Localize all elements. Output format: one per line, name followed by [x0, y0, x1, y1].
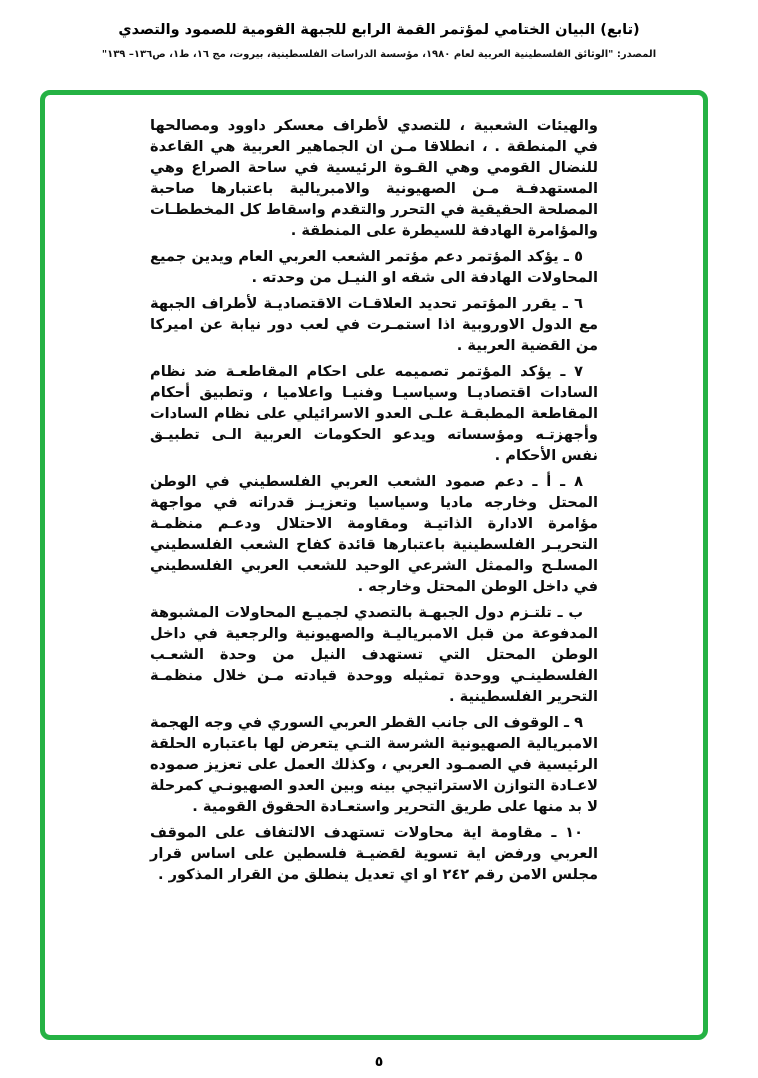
page-number: ٥ — [374, 1054, 384, 1070]
green-border-frame — [40, 90, 708, 1040]
paragraph-item-10: ١٠ ـ مقاومة اية محاولات تستهدف الالتفاف على الموقف العربي ورفض اية تسوية لقضيـة فلسطين على اساس قرار مجلس الامن رقم ٢٤٢ او اي تعديل ينطلق من القرار المذكور . — [150, 824, 598, 883]
paragraph-item-8a: ٨ ـ أ ـ دعم صمود الشعب العربي الفلسطيني في الوطن المحتل وخارجه ماديا وسياسيا وتعزيـز قدراته في مواجهة مؤامرة الادارة الذاتيـة ومقاومة الاحتلال ودعـم منظمـة التحريـر الفلسطينية باعتبارها قائدة كفاح الشعب الفلسطيني المسلـح والممثل الشرعي الوحيد للشعب العربي الفلسطيني في داخل الوطن المحتل وخارجه . — [150, 473, 598, 595]
document-title: (تابع) البيان الختامي لمؤتمر القمة الرابع للجبهة القومية للصمود والتصدي — [118, 22, 640, 38]
paragraph-item-8b: ب ـ تلتـزم دول الجبهـة بالتصدي لجميـع المحاولات المشبوهة المدفوعة من قبل الامبرياليـة والصهيونية والرجعية في داخل الوطن المحتل التي تستهدف النيل من وحدة الشعـب الفلسطينـي ووحدة تمثيله ووحدة قيادته مـن خلال منظمـة التحرير الفلسطينية . — [150, 604, 598, 705]
document-body — [150, 95, 598, 885]
paragraph-item-7: ٧ ـ يؤكد المؤتمر تصميمه على احكام المقاطعـة ضد نظام السادات اقتصاديـا وسياسيـا وفنيـا واعلاميا ، وتطبيق أحكام المقاطعة المطبقـة علـى العدو الاسرائيلي على نظام السادات وأجهزتـه ومؤسساته ويدعو الحكومات العربية الـى تطبيـق نفس الأحكام . — [150, 363, 598, 464]
paragraph-item-6: ٦ ـ يقرر المؤتمر تحديد العلاقـات الاقتصاديـة لأطراف الجبهة مع الدول الاوروبية اذا استمـرت في لعب دور نيابة عن اميركا من القضية العربية . — [150, 295, 598, 354]
paragraph-item-9: ٩ ـ الوقوف الى جانب القطر العربي السوري في وجه الهجمة الامبريالية الصهيونية الشرسة التـي يتعرض لها باعتباره الحلقة الرئيسية في الصمـود العربي ، وكذلك العمل على تعزيز صموده لاعـادة التوازن الاستراتيجي بينه وبين العدو الصهيونـي كمرحلة لا بد منها على طريق التحرير واستعـادة الحقوق القومية . — [150, 714, 598, 815]
page-header — [0, 0, 758, 60]
paragraph: والهيئات الشعبية ، للتصدي لأطراف معسكر داوود ومصالحها في المنطقة . ، انطلاقا مـن ان الجماهير العربية هي القاعدة للنضال القومي وهي القـوة الرئيسية في ساحة الصراع وهي المستهدفـة مـن الصهيونية والامبريالية باعتبارها صاحبة المصلحة الحقيقية في التحرر والتقدم واسقاط كل المخططـات والمؤامرة الهادفة للسيطرة على المنطقة . — [150, 117, 598, 239]
source-line: المصدر: "الوثائق الفلسطينية العربية لعام ١٩٨٠، مؤسسة الدراسات الفلسطينية، بيروت، مج ١٦، ط١، ص١٣٦– ١٣٩" — [101, 49, 657, 60]
paragraph-item-5: ٥ ـ يؤكد المؤتمر دعم مؤتمر الشعب العربي العام ويدين جميع المحاولات الهادفة الى شقه او النيـل من وحدته . — [150, 248, 598, 286]
